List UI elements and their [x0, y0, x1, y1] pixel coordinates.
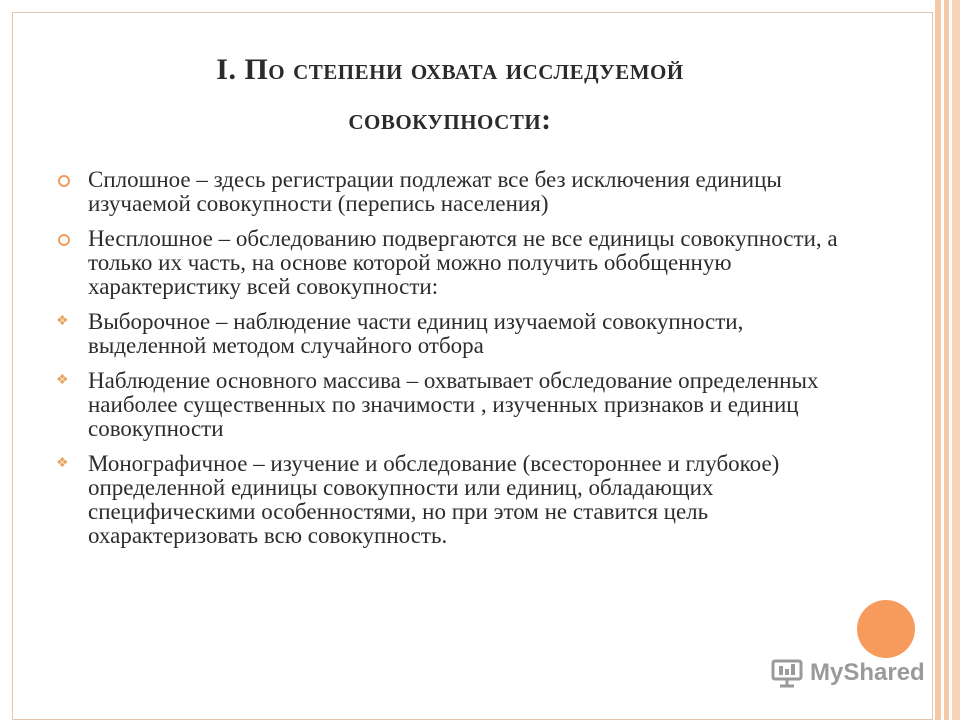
diamond-bullet-icon: ❖ [56, 456, 69, 471]
list-item [56, 451, 848, 548]
list-item [56, 368, 848, 441]
presentation-icon [770, 658, 804, 688]
list-item [88, 168, 848, 216]
watermark [770, 658, 925, 688]
diamond-bullet-icon: ❖ [56, 373, 69, 388]
bullet-list [56, 167, 848, 559]
decorative-circle [857, 600, 915, 658]
list-item-text: Монографичное – изучение и обследование (всестороннее и глубокое) определенной единицы совокупности или единиц, обладающих специфическими особенностями, но при этом не ставится цель охарактеризовать всю совокупность. [88, 451, 780, 548]
decorative-stripe [935, 0, 941, 720]
watermark-text: MyShared [810, 659, 925, 686]
diamond-bullet-icon: ❖ [56, 314, 69, 329]
slide-title [60, 48, 840, 142]
list-item-text: Выборочное – наблюдение части единиц изучаемой совокупности, выделенной методом случайного отбора [88, 309, 744, 358]
list-item-text: Наблюдение основного массива – охватывает обследование определенных наиболее существенных по значимости , изученных признаков и единиц совокупности [88, 368, 819, 441]
circle-bullet-icon [58, 234, 70, 246]
list-item-text: Сплошное – здесь регистрации подлежат все без исключения единицы изучаемой совокупности (перепись населения) [88, 167, 782, 216]
decorative-stripe [944, 0, 949, 720]
list-item [56, 309, 848, 358]
list-item [88, 227, 848, 299]
circle-bullet-icon [58, 175, 70, 187]
title-line-1: I. По степени охвата исследуемой [216, 53, 684, 86]
title-line-2: совокупности: [348, 103, 552, 136]
decorative-stripe [952, 0, 960, 720]
list-item-text: Несплошное – обследованию подвергаются не все единицы совокупности, а только их часть, на основе которой можно получить обобщенную характеристику всей совокупности: [88, 226, 838, 299]
